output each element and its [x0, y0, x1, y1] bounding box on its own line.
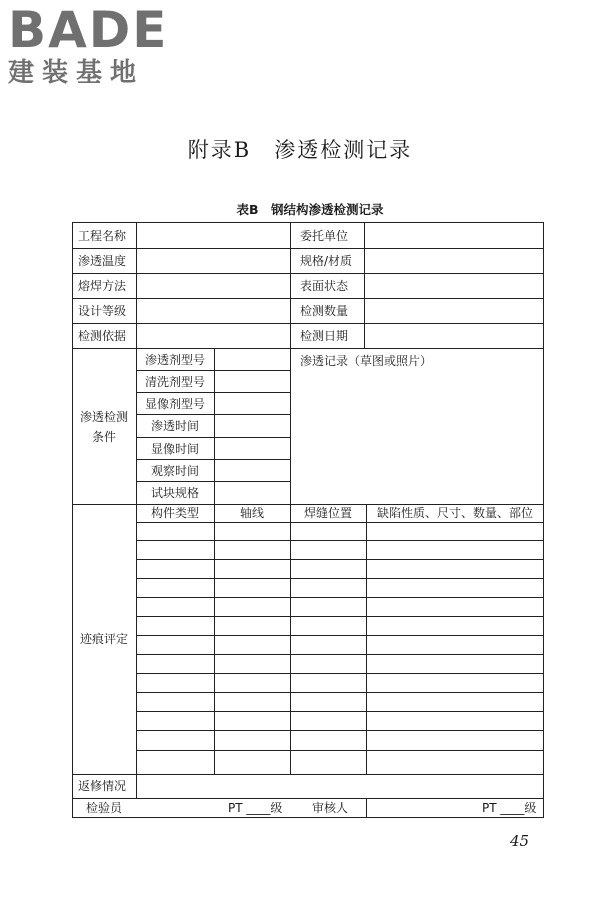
grid-line: [136, 540, 544, 541]
grid-line: [72, 504, 544, 505]
page-number: 45: [510, 832, 530, 850]
condition-item: 渗透剂型号: [144, 353, 205, 367]
reviewer-label: 审核人: [312, 801, 349, 815]
surface-state-label: 表面状态: [300, 279, 349, 293]
project-name-label: 工程名称: [78, 229, 127, 243]
grid-line: [72, 348, 544, 349]
grid-line: [366, 504, 367, 774]
inspector-label: 检验员: [85, 801, 122, 815]
evaluation-header: 构件类型: [150, 506, 199, 520]
grid-line: [72, 298, 544, 299]
grid-line: [136, 654, 544, 655]
grid-line: [72, 323, 544, 324]
inspection-quantity-label: 检测数量: [300, 304, 349, 318]
grid-line: [136, 673, 544, 674]
inspector-level: PT ____级: [228, 801, 283, 815]
grid-line: [290, 348, 291, 504]
grid-line: [136, 459, 290, 460]
grid-line: [290, 504, 291, 774]
grid-line: [136, 692, 544, 693]
grid-line: [72, 774, 544, 775]
page-title: 附录B 渗透检测记录: [187, 138, 413, 162]
grid-line: [366, 798, 367, 818]
grid-line: [136, 616, 544, 617]
grid-line: [136, 578, 544, 579]
client-label: 委托单位: [300, 229, 349, 243]
grid-line: [72, 273, 544, 274]
grid-line: [136, 559, 544, 560]
bade-logo: [8, 1, 178, 88]
grid-line: [290, 222, 291, 348]
logo-latin-text: BADE: [8, 1, 169, 59]
condition-item: 清洗剂型号: [144, 375, 205, 389]
inspection-basis-label: 检测依据: [78, 329, 127, 343]
grid-line: [136, 750, 544, 751]
penetration-temp-label: 渗透温度: [78, 254, 127, 268]
grid-line: [364, 222, 365, 348]
conditions-group-label-line2: 条件: [91, 430, 116, 444]
table-caption: 表B 钢结构渗透检测记录: [236, 202, 384, 217]
condition-item: 观察时间: [150, 464, 199, 478]
grid-line: [136, 730, 544, 731]
logo-chinese-text: 建装基地: [8, 58, 145, 88]
grid-line: [72, 248, 544, 249]
spec-material-label: 规格/材质: [300, 254, 353, 268]
condition-item: 显像剂型号: [144, 397, 205, 411]
grid-line: [136, 522, 544, 523]
grid-line: [136, 711, 544, 712]
inspection-record-table: [72, 222, 544, 818]
grid-line: [136, 392, 290, 393]
reviewer-level: PT ____级: [482, 801, 537, 815]
grid-line: [136, 370, 290, 371]
evaluation-label: 迹痕评定: [79, 632, 128, 646]
grid-line: [72, 798, 544, 799]
penetration-record-label: 渗透记录（草图或照片）: [300, 354, 433, 368]
condition-item: 显像时间: [150, 442, 199, 456]
conditions-group-label-line1: 渗透检测: [79, 410, 128, 424]
inspection-date-label: 检测日期: [300, 329, 349, 343]
design-grade-label: 设计等级: [78, 304, 127, 318]
evaluation-header: 缺陷性质、尺寸、数量、部位: [376, 506, 533, 520]
grid-line: [136, 437, 290, 438]
evaluation-header: 焊缝位置: [303, 506, 352, 520]
grid-line: [136, 597, 544, 598]
condition-item: 试块规格: [150, 486, 199, 500]
evaluation-header: 轴线: [239, 506, 264, 520]
grid-line: [136, 414, 290, 415]
grid-line: [136, 481, 290, 482]
condition-item: 渗透时间: [150, 419, 199, 433]
repair-status-label: 返修情况: [78, 779, 127, 793]
welding-method-label: 熔焊方法: [78, 279, 127, 293]
grid-line: [136, 635, 544, 636]
